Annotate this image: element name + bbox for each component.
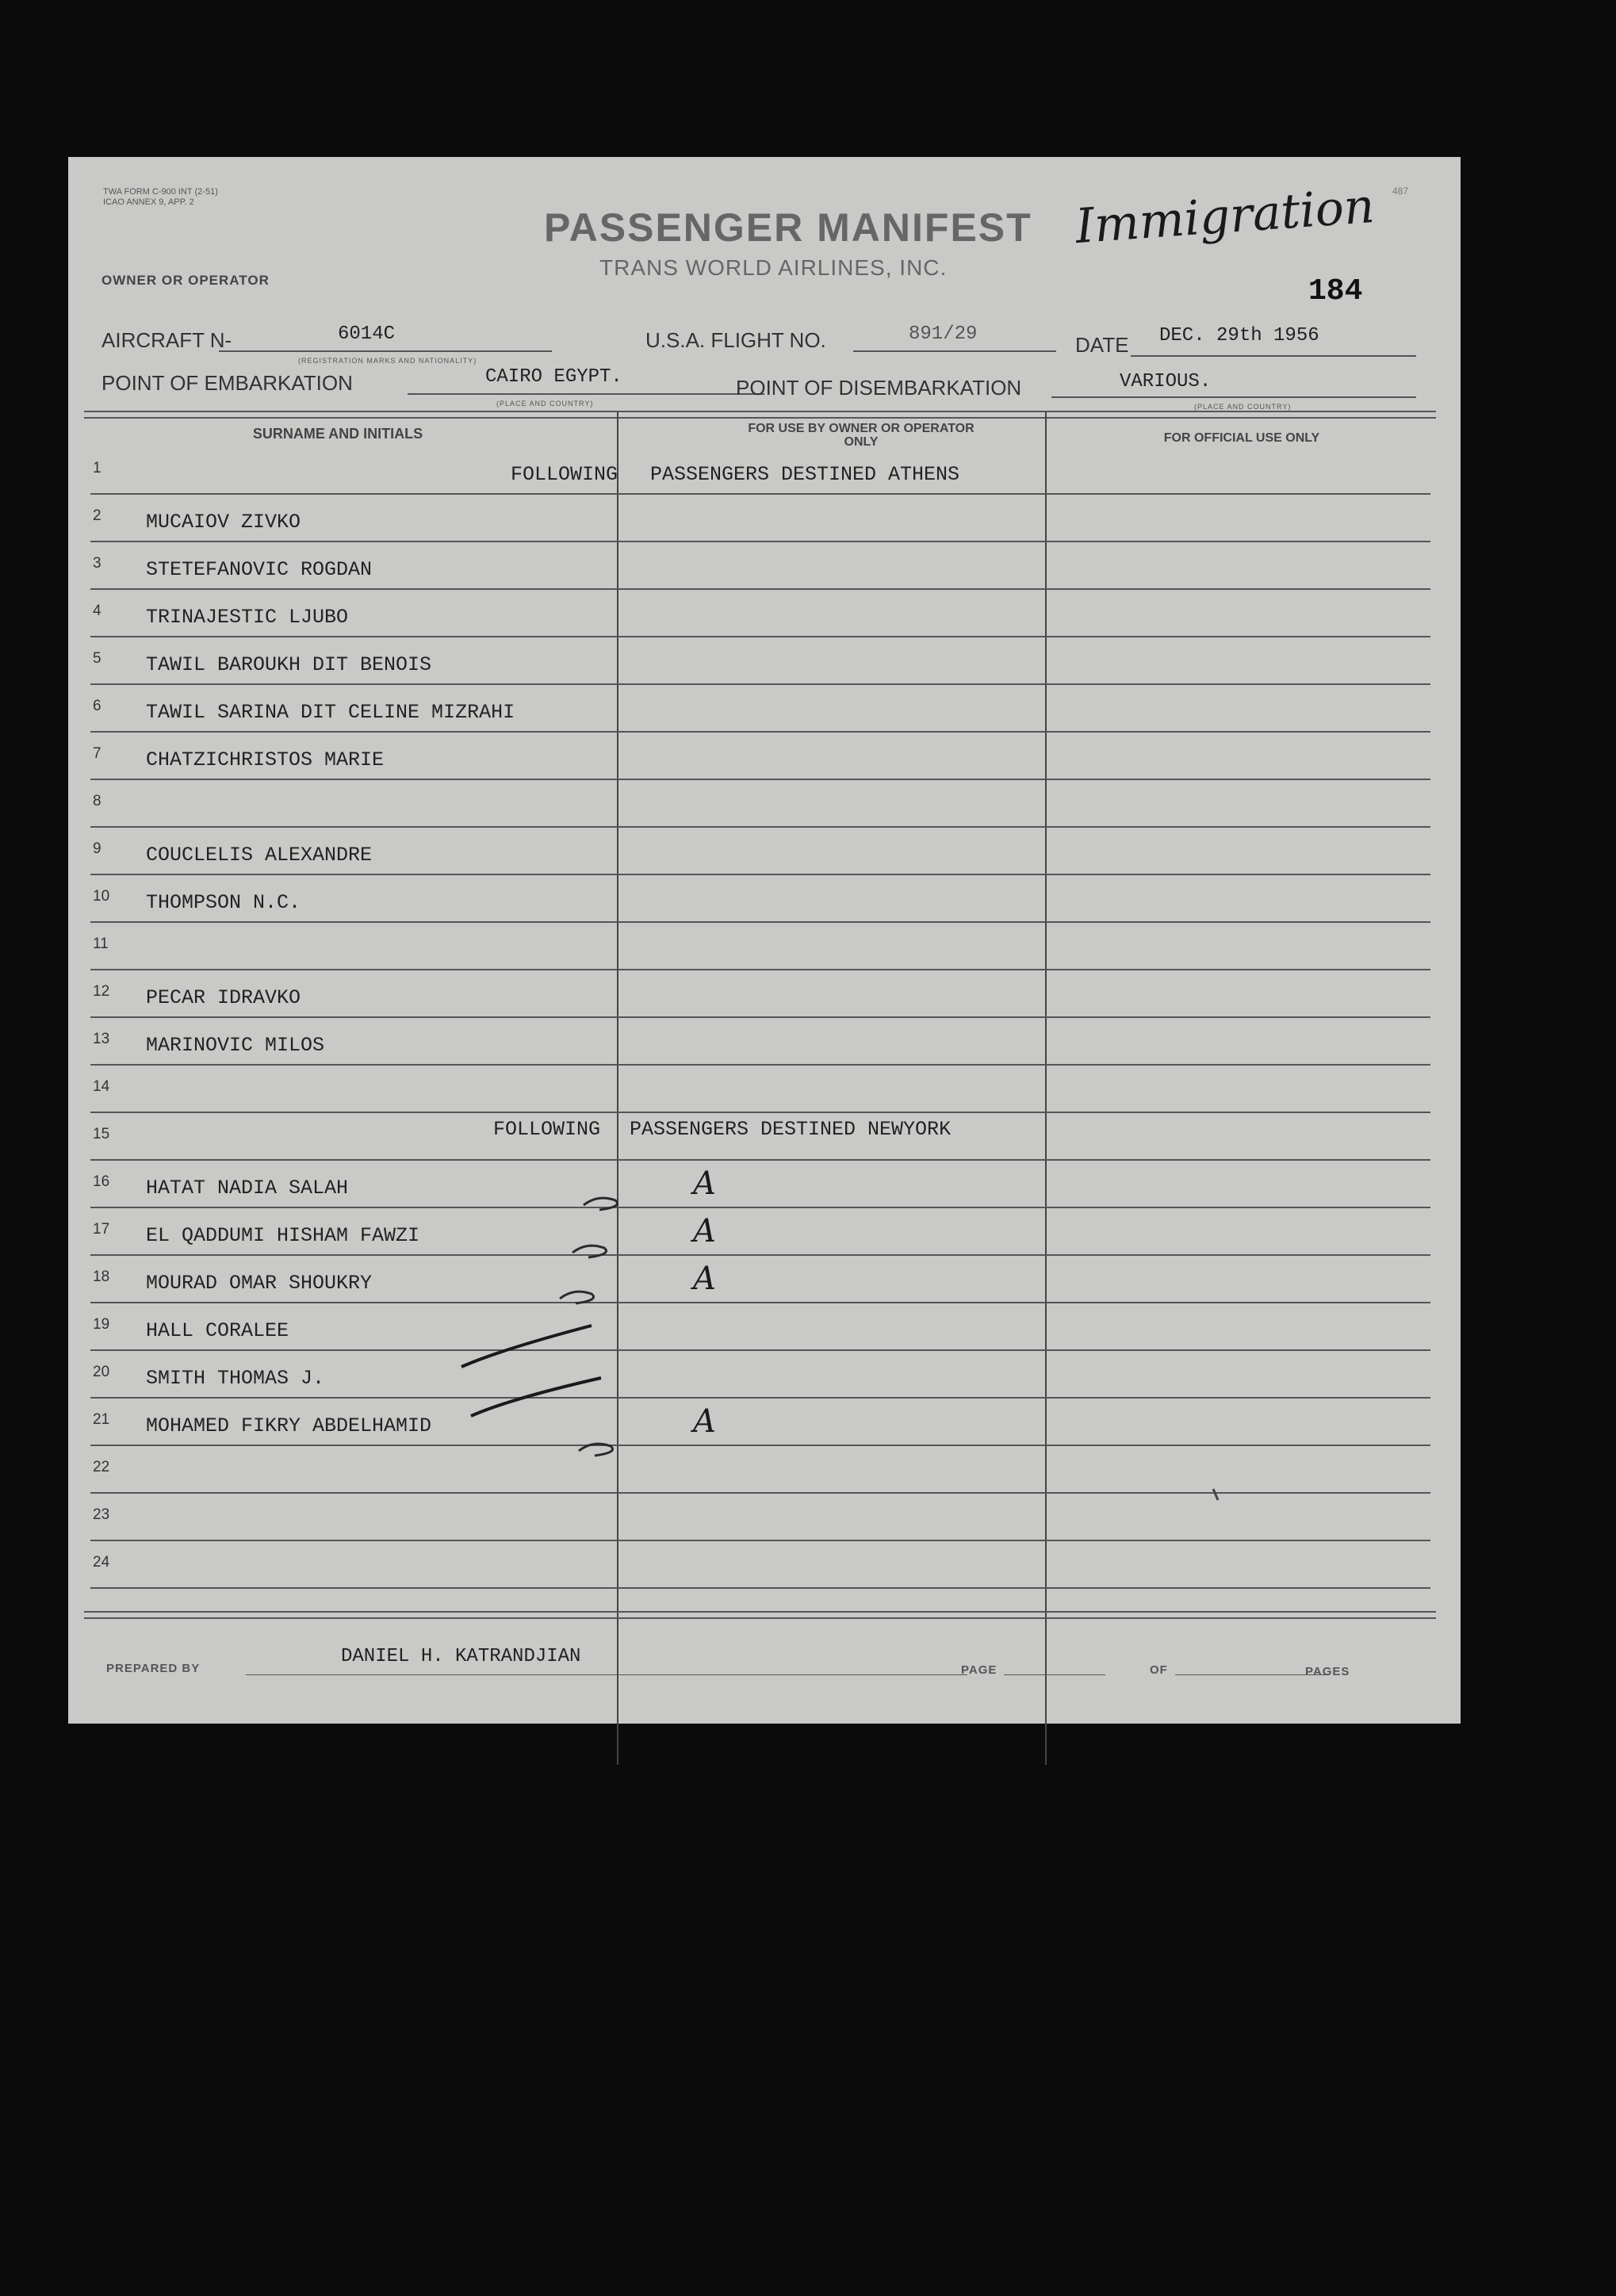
row-number: 11 <box>93 936 109 952</box>
handwriting-marks <box>68 157 1461 1724</box>
passenger-name: TAWIL BAROUKH DIT BENOIS <box>146 653 432 676</box>
row-number: 24 <box>93 1554 110 1571</box>
manifest-title: PASSENGER MANIFEST <box>544 205 1032 250</box>
passenger-name: SMITH THOMAS J. <box>146 1367 325 1390</box>
date-label: DATE <box>1075 333 1129 357</box>
page-underline <box>1004 1674 1105 1675</box>
row-number: 21 <box>93 1411 110 1428</box>
passenger-name: HALL CORALEE <box>146 1319 289 1342</box>
row-number: 5 <box>93 650 101 667</box>
passenger-name: TRINAJESTIC LJUBO <box>146 606 349 629</box>
row-number: 19 <box>93 1316 110 1333</box>
row-number: 17 <box>93 1221 110 1238</box>
prepared-by-value: DANIEL H. KATRANDJIAN <box>341 1646 581 1667</box>
disembark-value: VARIOUS. <box>1120 371 1212 392</box>
of-label: OF <box>1150 1663 1168 1677</box>
passenger-name: MOHAMED FIKRY ABDELHAMID <box>146 1414 432 1437</box>
row-number: 4 <box>93 603 101 619</box>
page-label: PAGE <box>961 1663 998 1677</box>
disembark-label: POINT OF DISEMBARKATION <box>736 376 1022 400</box>
row-number: 15 <box>93 1126 110 1142</box>
passenger-name: THOMPSON N.C. <box>146 891 301 914</box>
check-mark-18 <box>560 1292 594 1303</box>
date-value: DEC. 29th 1956 <box>1159 325 1319 346</box>
row-number: 12 <box>93 983 110 1000</box>
passenger-name: TAWIL SARINA DIT CELINE MIZRAHI <box>146 701 515 724</box>
row-number: 3 <box>93 555 101 572</box>
row-number: 14 <box>93 1078 110 1095</box>
strike-mark-20 <box>471 1378 601 1416</box>
airline-name: TRANS WORLD AIRLINES, INC. <box>599 255 948 280</box>
row-number: 23 <box>93 1506 110 1523</box>
passenger-name: FOLLOWING <box>511 463 618 486</box>
passenger-name: MOURAD OMAR SHOUKRY <box>146 1272 373 1295</box>
row-number: 6 <box>93 698 101 714</box>
row-number: 18 <box>93 1269 110 1285</box>
pages-label: PAGES <box>1305 1665 1350 1678</box>
form-number: TWA FORM C-900 INT (2-51) ICAO ANNEX 9, APP. 2 <box>103 187 218 207</box>
manifest-sheet <box>68 157 1461 1724</box>
row-number: 9 <box>93 840 101 857</box>
col-surname-header: SURNAME AND INITIALS <box>252 426 423 442</box>
passenger-name: STETEFANOVIC ROGDAN <box>146 558 373 581</box>
row-number: 8 <box>93 793 101 809</box>
row-number: 16 <box>93 1173 110 1190</box>
operator-note: A <box>693 1261 716 1297</box>
document-number: 184 <box>1308 274 1363 308</box>
stray-mark <box>1213 1489 1218 1500</box>
passenger-name: MARINOVIC MILOS <box>146 1034 325 1057</box>
col-official-header: FOR OFFICIAL USE ONLY <box>1163 431 1320 445</box>
prepared-underline <box>246 1674 967 1675</box>
passenger-name: MUCAIOV ZIVKO <box>146 511 301 534</box>
passenger-name: FOLLOWING <box>493 1118 601 1141</box>
passenger-name: EL QADDUMI HISHAM FAWZI <box>146 1224 420 1247</box>
passenger-name: COUCLELIS ALEXANDRE <box>146 844 373 867</box>
operator-note: A <box>693 1403 716 1440</box>
prepared-by-label: PREPARED BY <box>106 1662 201 1675</box>
flight-label: U.S.A. FLIGHT NO. <box>645 328 826 352</box>
row-number: 10 <box>93 888 110 905</box>
check-mark-17 <box>572 1246 607 1257</box>
corner-number: 487 <box>1392 186 1409 197</box>
operator-note: A <box>693 1165 716 1202</box>
check-mark-16 <box>584 1198 618 1210</box>
check-mark-21 <box>579 1444 613 1456</box>
row-number: 13 <box>93 1031 110 1047</box>
row-number: 1 <box>93 460 101 476</box>
operator-note: PASSENGERS DESTINED NEWYORK <box>630 1118 952 1141</box>
embark-label: POINT OF EMBARKATION <box>101 371 353 395</box>
owner-label: OWNER OR OPERATOR <box>101 273 270 288</box>
strike-mark-19 <box>461 1326 592 1367</box>
passenger-name: PECAR IDRAVKO <box>146 986 301 1009</box>
row-number: 7 <box>93 745 101 762</box>
aircraft-note: (REGISTRATION MARKS AND NATIONALITY) <box>298 357 477 365</box>
flight-value: 891/29 <box>909 323 978 345</box>
row-number: 20 <box>93 1364 110 1380</box>
embark-value: CAIRO EGYPT. <box>485 366 622 388</box>
col-owner-header: FOR USE BY OWNER OR OPERATOR ONLY <box>748 422 975 449</box>
aircraft-label: AIRCRAFT N- <box>101 328 232 352</box>
passenger-name: HATAT NADIA SALAH <box>146 1177 349 1200</box>
operator-note: PASSENGERS DESTINED ATHENS <box>650 463 960 486</box>
embark-note: (PLACE AND COUNTRY) <box>496 400 594 408</box>
immigration-stamp: Immigration <box>1074 178 1377 255</box>
operator-note: A <box>693 1213 716 1249</box>
disembark-note: (PLACE AND COUNTRY) <box>1194 403 1292 411</box>
aircraft-value: 6014C <box>338 323 396 345</box>
passenger-name: CHATZICHRISTOS MARIE <box>146 748 385 771</box>
row-number: 22 <box>93 1459 110 1475</box>
row-number: 2 <box>93 507 101 524</box>
